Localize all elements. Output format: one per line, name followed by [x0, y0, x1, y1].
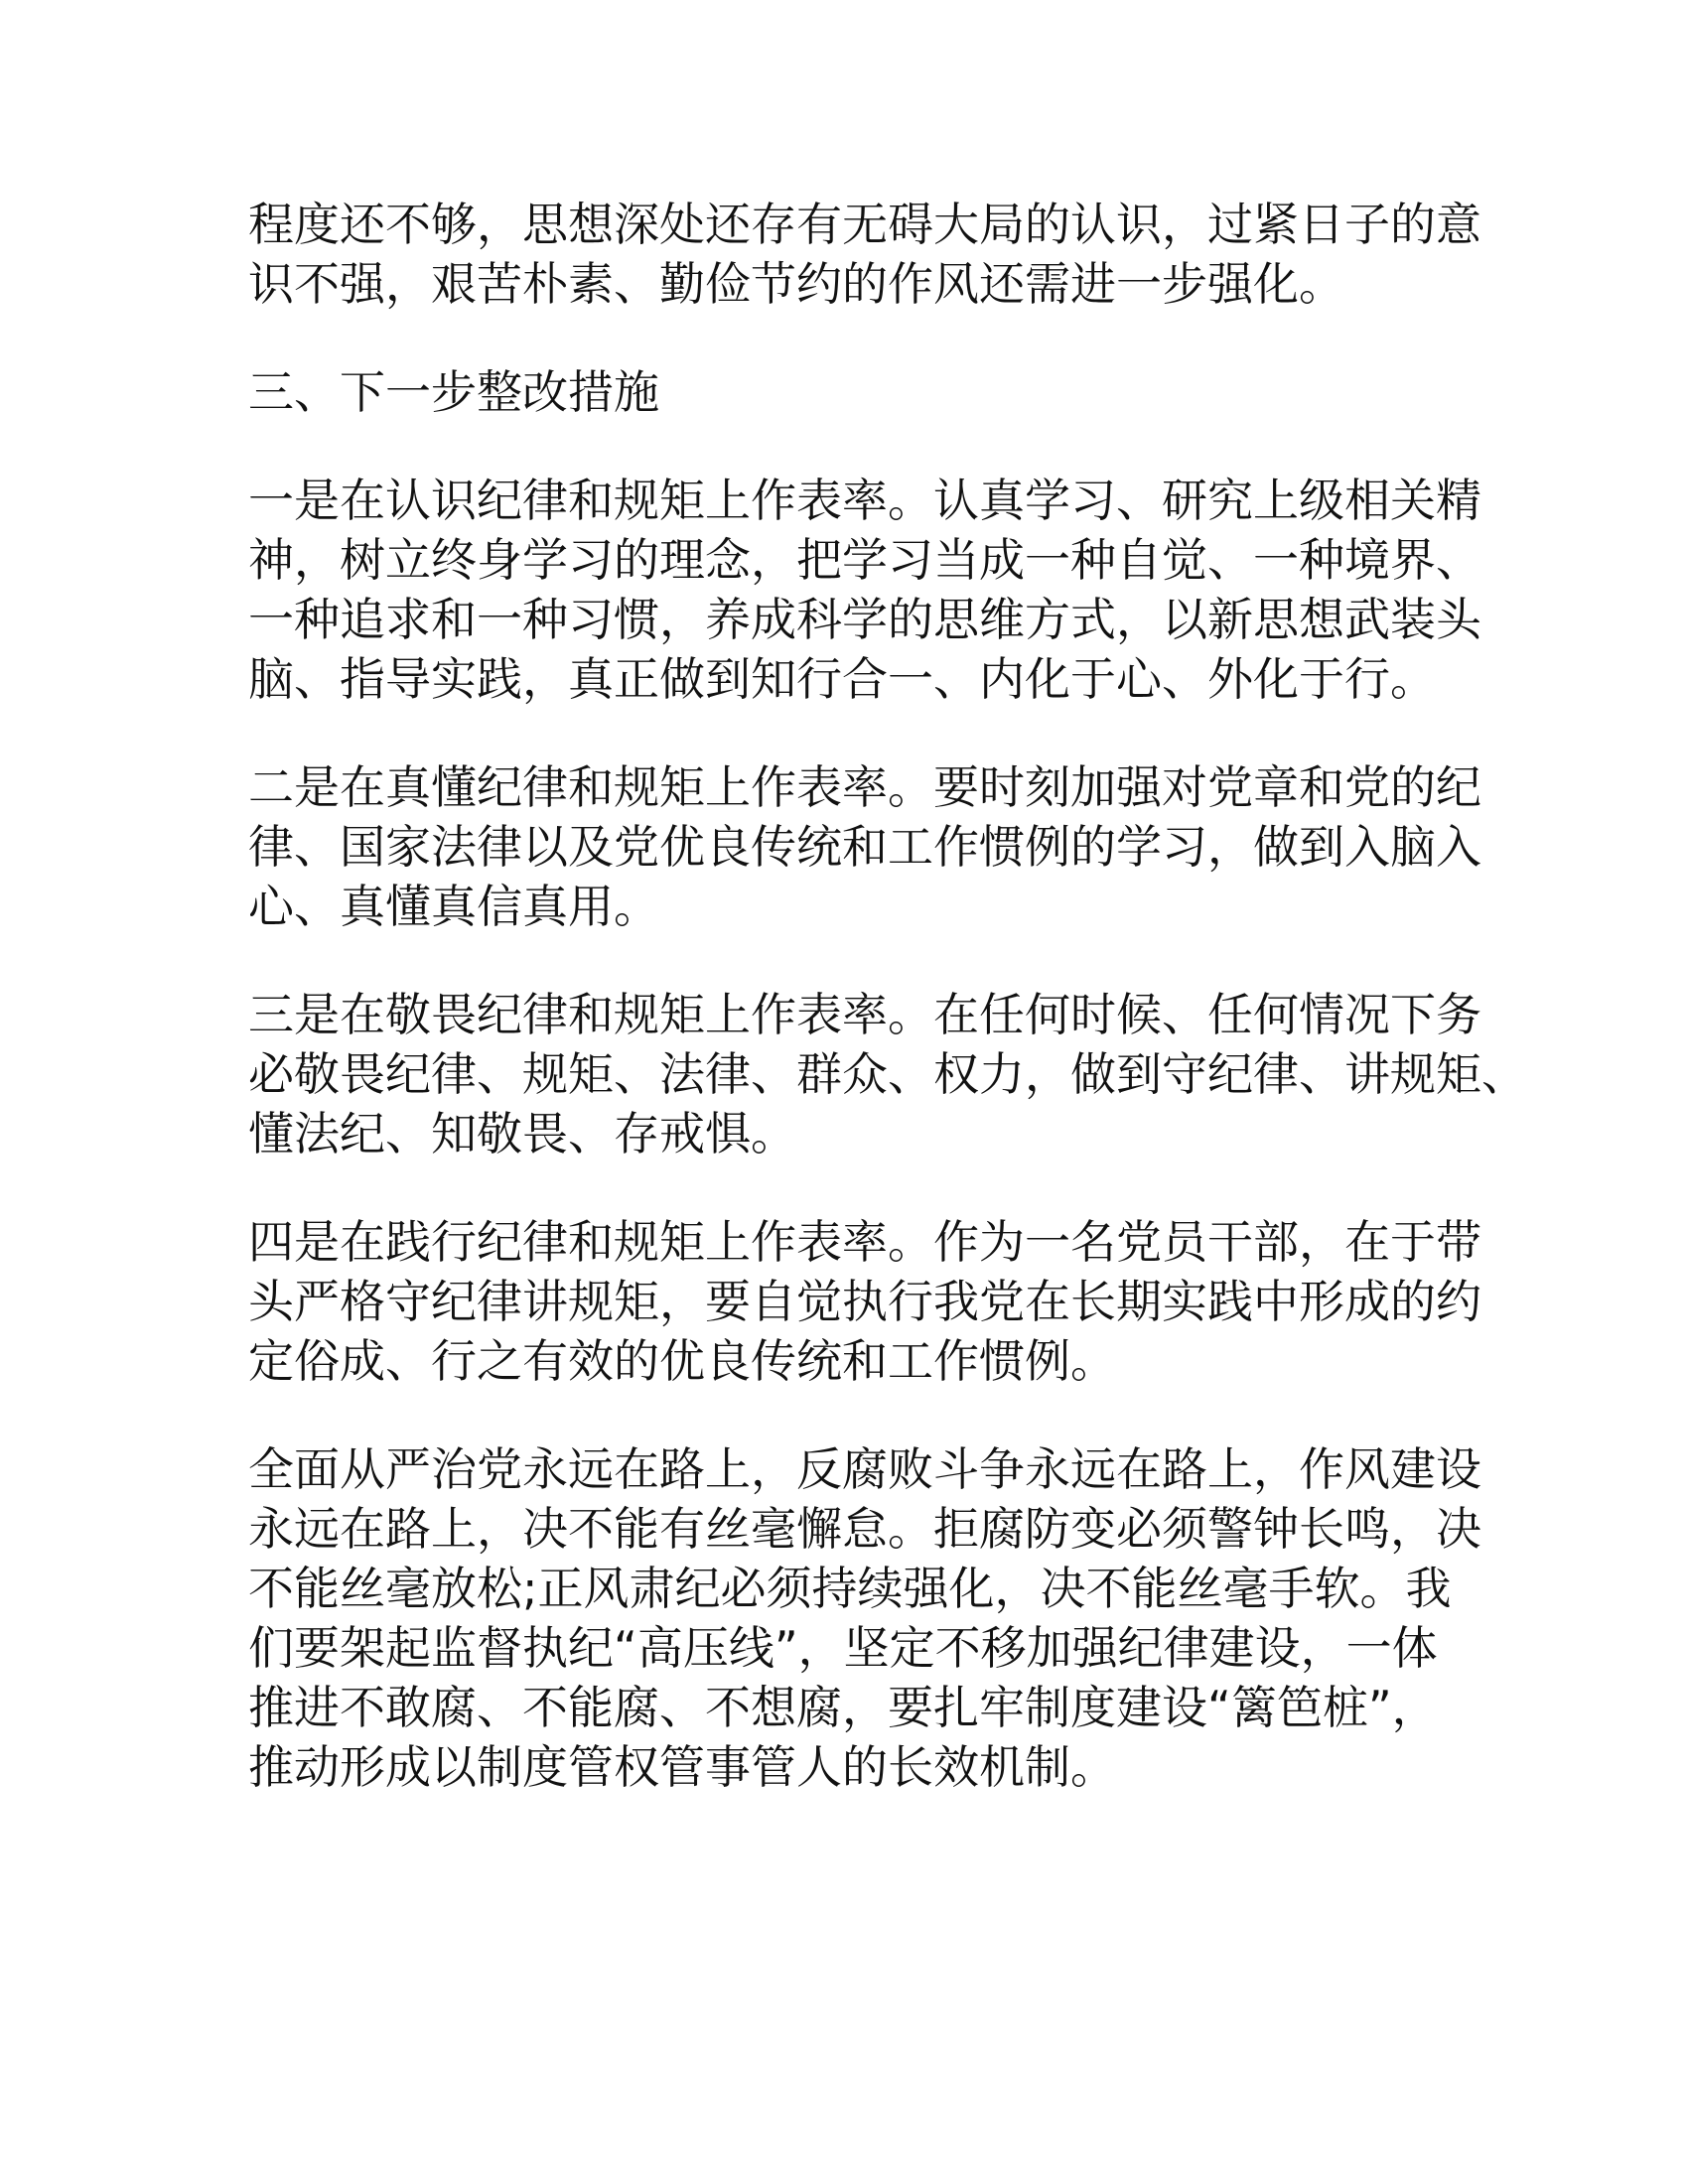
paragraph-measure-1: [248, 471, 1481, 709]
text-line: 识不强，艰苦朴素、勤俭节约的作风还需进一步强化。: [248, 257, 1344, 311]
text-line: 神，树立终身学习的理念，把学习当成一种自觉、一种境界、: [248, 533, 1481, 587]
text-line: 二是在真懂纪律和规矩上作表率。要时刻加强对党章和党的纪: [248, 760, 1481, 814]
text-line: 律、国家法律以及党优良传统和工作惯例的学习，做到入脑入: [248, 820, 1481, 874]
paragraph-measure-4: [248, 1212, 1481, 1391]
section-heading: [248, 362, 1470, 422]
text-line: 程度还不够，思想深处还存有无碍大局的认识，过紧日子的意: [248, 198, 1481, 251]
paragraph-continuation: [248, 195, 1481, 314]
paragraph-measure-2: [248, 757, 1481, 936]
paragraph-measure-3: [248, 985, 1527, 1163]
text-line: 心、真懂真信真用。: [248, 880, 659, 933]
text-line: 全面从严治党永远在路上，反腐败斗争永远在路上，作风建设: [248, 1442, 1481, 1496]
text-line: 必敬畏纪律、规矩、法律、群众、权力，做到守纪律、讲规矩、: [248, 1047, 1527, 1101]
text-line: 三是在敬畏纪律和规矩上作表率。在任何时候、任何情况下务: [248, 988, 1481, 1041]
heading-text: 三、下一步整改措施: [248, 365, 659, 419]
text-line: 脑、指导实践，真正做到知行合一、内化于心、外化于行。: [248, 652, 1436, 706]
text-line: 头严格守纪律讲规矩，要自觉执行我党在长期实践中形成的约: [248, 1275, 1481, 1328]
text-line: 推动形成以制度管权管事管人的长效机制。: [248, 1740, 1116, 1794]
text-line: 不能丝毫放松;正风肃纪必须持续强化，决不能丝毫手软。我: [248, 1562, 1452, 1615]
text-line: 一种追求和一种习惯，养成科学的思维方式，以新思想武装头: [248, 593, 1481, 646]
text-line: 推进不敢腐、不能腐、不想腐，要扎牢制度建设“篱笆桩”，: [248, 1681, 1438, 1734]
text-line: 懂法纪、知敬畏、存戒惧。: [248, 1107, 796, 1160]
text-line: 们要架起监督执纪“高压线”，坚定不移加强纪律建设，一体: [248, 1621, 1438, 1675]
text-line: 四是在践行纪律和规矩上作表率。作为一名党员干部，在于带: [248, 1215, 1481, 1269]
document-body: [248, 195, 1527, 1845]
text-line: 永远在路上，决不能有丝毫懈怠。拒腐防变必须警钟长鸣，决: [248, 1502, 1481, 1556]
text-line: 定俗成、行之有效的优良传统和工作惯例。: [248, 1334, 1116, 1388]
text-line: 一是在认识纪律和规矩上作表率。认真学习、研究上级相关精: [248, 474, 1481, 527]
paragraph-conclusion: [248, 1439, 1481, 1797]
